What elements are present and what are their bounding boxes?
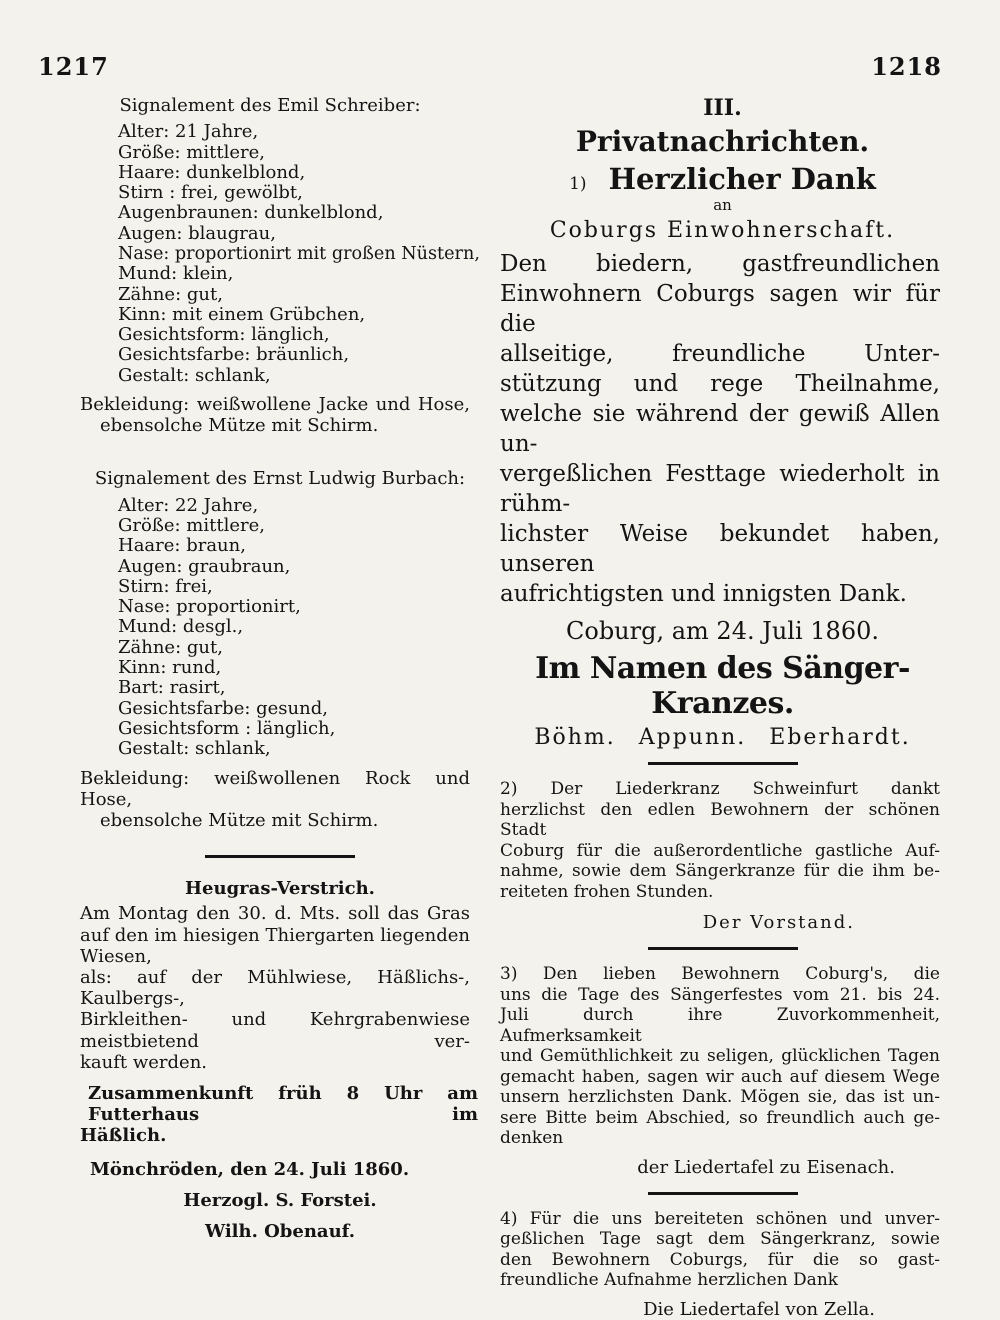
text-line: als: auf der Mühlwiese, Häßlichs-, Kaulbergs-,: [80, 966, 470, 1010]
text-line: nahme, sowie dem Sängerkranze für die ihm be-: [500, 861, 940, 881]
clothing-line: Bekleidung: weißwollenen Rock und Hose,: [80, 767, 470, 810]
notice-recipient: Coburgs Einwohnerschaft.: [549, 218, 896, 243]
trait-list: [80, 496, 480, 760]
text-line: Juli durch ihre Zuvorkommenheit, Aufmerksamkeit: [500, 1005, 940, 1046]
text-line: Größe: mittlere,: [118, 141, 265, 163]
text-line: Alter: 22 Jahre,: [118, 494, 259, 516]
clothing-block: [80, 768, 480, 832]
notice-body-last: freundliche Aufnahme herzlichen Dank: [500, 1270, 839, 1291]
section-divider: [205, 855, 355, 858]
notice-1: [500, 162, 945, 750]
text-line: 3) Den lieben Bewohnern Coburg's, die: [500, 964, 940, 985]
meeting-line: Häßlich.: [80, 1125, 167, 1147]
notice-signature: Der Vorstand.: [702, 912, 855, 933]
text-line: Einwohnern Coburgs sagen wir für die: [500, 281, 940, 337]
text-line: vergeßlichen Festtage wiederholt in rühm-: [500, 461, 940, 517]
section-divider: [648, 762, 798, 765]
section-divider: [648, 1192, 798, 1195]
text-line: Haare: dunkelblond,: [118, 161, 306, 183]
text-line: Bart: rasirt,: [118, 677, 226, 699]
text-line: Zähne: gut,: [118, 636, 223, 658]
text-line: und Gemüthlichkeit zu seligen, glücklichen Tagen: [500, 1046, 940, 1067]
text-line: Am Montag den 30. d. Mts. soll das Gras: [80, 903, 470, 925]
meeting-line: Zusammenkunft früh 8 Uhr am Futterhaus im: [88, 1082, 478, 1126]
text-line: uns die Tage des Sängerfestes vom 21. bis 24.: [500, 984, 940, 1005]
clothing-line: ebensolche Mütze mit Schirm.: [100, 809, 379, 831]
section-divider: [648, 947, 798, 950]
text-line: Gestalt: schlank,: [118, 738, 271, 760]
place-date: Coburg, am 24. Juli 1860.: [566, 617, 879, 645]
signalement-heading: Signalement des Ernst Ludwig Burbach:: [94, 468, 466, 490]
name-line: Im Namen des Sänger-Kranzes.: [535, 651, 910, 721]
heugras-notice: [80, 878, 480, 1242]
signalement-burbach: [80, 468, 480, 831]
text-line: welche sie während der gewiß Allen un-: [500, 401, 940, 457]
text-line: allseitige, freundliche Unter-: [500, 341, 940, 367]
text-line: Gestalt: schlank,: [118, 364, 271, 386]
text-line: herzlichst den edlen Bewohnern der schönen Stadt: [500, 799, 940, 840]
text-line: Alter: 21 Jahre,: [118, 121, 259, 143]
notice-3: [500, 964, 945, 1178]
clothing-block: [80, 394, 480, 436]
text-line: Stirn: frei,: [118, 575, 213, 597]
text-line: Zähne: gut,: [118, 283, 223, 305]
notice-heading: [500, 162, 945, 196]
text-line: den Bewohnern Coburgs, für die so gast-: [500, 1249, 940, 1270]
section-number: III.: [703, 95, 742, 121]
notice-body: [500, 249, 945, 579]
signalement-schreiber: [80, 95, 480, 436]
text-line: stützung und rege Theilnahme,: [500, 371, 940, 397]
text-line: Augen: blaugrau,: [118, 222, 276, 244]
text-line: Nase: proportionirt mit großen Nüstern,: [118, 243, 480, 264]
text-line: Augenbraunen: dunkelblond,: [118, 202, 384, 224]
text-line: Den biedern, gastfreundlichen: [500, 251, 940, 277]
notice-body: [500, 964, 945, 1128]
text-line: gemacht haben, sagen wir auch auf diesem Wege: [500, 1066, 940, 1087]
text-line: Mund: desgl.,: [118, 616, 244, 638]
notice-an: an: [713, 196, 732, 214]
meeting-info: [80, 1083, 480, 1147]
notice-body: [500, 1209, 945, 1271]
text-line: Kinn: mit einem Grübchen,: [118, 303, 366, 325]
text-line: sere Bitte beim Abschied, so freundlich auch ge-: [500, 1107, 940, 1128]
section-title: Privatnachrichten.: [575, 125, 870, 158]
notice-body: [80, 903, 480, 1051]
issuing-office: Herzogl. S. Forstei.: [183, 1189, 377, 1211]
place-date: Mönchröden, den 24. Juli 1860.: [90, 1158, 410, 1180]
page-number-left: 1217: [38, 52, 109, 81]
notice-body-last: reiteten frohen Stunden.: [500, 881, 714, 902]
text-line: Nase: proportionirt,: [118, 596, 301, 618]
notice-title: Herzlicher Dank: [608, 162, 876, 196]
notice-body-last: kauft werden.: [80, 1051, 208, 1073]
notice-4: [500, 1209, 945, 1320]
clothing-line: Bekleidung: weißwollene Jacke und Hose,: [80, 394, 470, 416]
page-number-right: 1218: [871, 52, 942, 81]
text-line: auf den im hiesigen Thiergarten liegenden Wiesen,: [80, 924, 470, 967]
notice-body-last: denken: [500, 1128, 564, 1149]
text-line: lichster Weise bekundet haben, unseren: [500, 521, 940, 577]
notice-signature: Die Liedertafel von Zella.: [643, 1298, 875, 1320]
notice-heading: Heugras-Verstrich.: [185, 878, 375, 900]
text-line: Augen: graubraun,: [118, 555, 291, 577]
text-line: Haare: braun,: [118, 535, 246, 557]
text-line: Gesichtsfarbe: bräunlich,: [118, 344, 350, 366]
signalement-heading: Signalement des Emil Schreiber:: [119, 95, 421, 116]
text-line: geßlichen Tage sagt dem Sängerkranz, sowie: [500, 1229, 940, 1250]
text-line: Gesichtsfarbe: gesund,: [118, 697, 328, 719]
notice-2: [500, 779, 945, 933]
text-line: Größe: mittlere,: [118, 514, 265, 536]
text-line: unsern herzlichsten Dank. Mögen sie, das ist un-: [500, 1087, 940, 1108]
notice-body: [500, 779, 945, 882]
text-line: Mund: klein,: [118, 263, 234, 285]
notice-number: 1): [569, 174, 587, 194]
text-line: Gesichtsform: länglich,: [118, 324, 330, 346]
text-line: Stirn : frei, gewölbt,: [118, 182, 303, 204]
text-line: 4) Für die uns bereiteten schönen und unver-: [500, 1208, 940, 1229]
text-line: 2) Der Liederkranz Schweinfurt dankt: [500, 779, 940, 799]
notice-body-last: aufrichtigsten und innigsten Dank.: [500, 581, 907, 607]
text-line: Coburg für die außerordentliche gastliche Auf-: [500, 840, 940, 861]
left-column: [80, 95, 480, 1242]
signer-name: Wilh. Obenauf.: [204, 1220, 356, 1242]
text-line: Birkleithen- und Kehrgrabenwiese meistbietend ver-: [80, 1009, 470, 1052]
text-line: Kinn: rund,: [118, 657, 222, 679]
signers: Böhm. Appunn. Eberhardt.: [534, 725, 911, 750]
right-column: [500, 95, 945, 1320]
trait-list: [80, 122, 480, 386]
text-line: Gesichtsform : länglich,: [118, 717, 336, 739]
notice-signature: der Liedertafel zu Eisenach.: [637, 1156, 895, 1178]
clothing-line: ebensolche Mütze mit Schirm.: [100, 415, 379, 437]
